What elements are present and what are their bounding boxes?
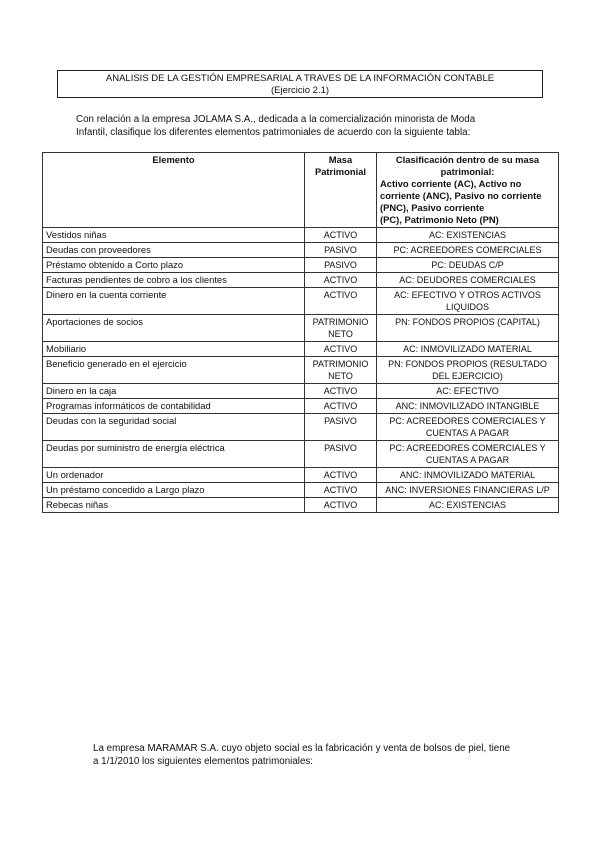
cell-masa: ACTIVO xyxy=(305,384,377,399)
cell-masa: PATRIMONIO NETO xyxy=(305,357,377,384)
cell-masa: ACTIVO xyxy=(305,288,377,315)
cell-elemento: Dinero en la cuenta corriente xyxy=(43,288,305,315)
cell-elemento: Facturas pendientes de cobro a los clientes xyxy=(43,273,305,288)
cell-elemento: Un ordenador xyxy=(43,468,305,483)
cell-clasificacion: AC: EFECTIVO Y OTROS ACTIVOS LIQUIDOS xyxy=(377,288,559,315)
cell-elemento: Un préstamo concedido a Largo plazo xyxy=(43,483,305,498)
table-row xyxy=(43,399,559,414)
table-row xyxy=(43,228,559,243)
cell-masa: ACTIVO xyxy=(305,399,377,414)
cell-clasificacion: AC: EFECTIVO xyxy=(377,384,559,399)
cell-clasificacion: PC: DEUDAS C/P xyxy=(377,258,559,273)
intro-line-1: Con relación a la empresa JOLAMA S.A., dedicada a la comercialización minorista de Moda xyxy=(76,114,476,125)
exercise-number: (Ejercicio 2.1) xyxy=(270,85,330,96)
table-row xyxy=(43,288,559,315)
cell-masa: ACTIVO xyxy=(305,498,377,513)
cell-masa: ACTIVO xyxy=(305,273,377,288)
table-row xyxy=(43,498,559,513)
table-body xyxy=(43,228,559,513)
cell-clasificacion: AC: DEUDORES COMERCIALES xyxy=(377,273,559,288)
table-row xyxy=(43,468,559,483)
table-row xyxy=(43,384,559,399)
cell-elemento: Aportaciones de socios xyxy=(43,315,305,342)
cell-clasificacion: ANC: INMOVILIZADO INTANGIBLE xyxy=(377,399,559,414)
second-exercise-paragraph xyxy=(93,742,553,768)
cell-masa: PASIVO xyxy=(305,414,377,441)
intro-line-2: Infantil, clasifique los diferentes elementos patrimoniales de acuerdo con la siguiente tabla: xyxy=(76,127,471,138)
table-row xyxy=(43,273,559,288)
cell-elemento: Préstamo obtenido a Corto plazo xyxy=(43,258,305,273)
exercise-title: ANALISIS DE LA GESTIÓN EMPRESARIAL A TRAVES DE LA INFORMACIÓN CONTABLE xyxy=(105,73,495,84)
cell-elemento: Rebecas niñas xyxy=(43,498,305,513)
exercise-title-box xyxy=(57,70,543,98)
cell-clasificacion: PN: FONDOS PROPIOS (CAPITAL) xyxy=(377,315,559,342)
table-row xyxy=(43,441,559,468)
header-masa-patrimonial xyxy=(305,153,377,228)
table-row xyxy=(43,342,559,357)
cell-masa: ACTIVO xyxy=(305,342,377,357)
cell-masa: PATRIMONIO NETO xyxy=(305,315,377,342)
header-clasificacion xyxy=(377,153,559,228)
table-row xyxy=(43,414,559,441)
cell-elemento: Deudas con la seguridad social xyxy=(43,414,305,441)
cell-elemento: Deudas por suministro de energía eléctrica xyxy=(43,441,305,468)
cell-elemento: Dinero en la caja xyxy=(43,384,305,399)
cell-masa: ACTIVO xyxy=(305,228,377,243)
cell-masa: PASIVO xyxy=(305,441,377,468)
table-row xyxy=(43,483,559,498)
cell-clasificacion: ANC: INVERSIONES FINANCIERAS L/P xyxy=(377,483,559,498)
cell-clasificacion: AC: EXISTENCIAS xyxy=(377,228,559,243)
cell-elemento: Deudas con proveedores xyxy=(43,243,305,258)
cell-masa: PASIVO xyxy=(305,243,377,258)
cell-clasificacion: ANC: INMOVILIZADO MATERIAL xyxy=(377,468,559,483)
header-clasificacion-desc-1: Activo corriente (AC), Activo no corriente (ANC), Pasivo no corriente (PNC), Pasivo corriente xyxy=(380,178,542,213)
table-row xyxy=(43,357,559,384)
table-row xyxy=(43,243,559,258)
cell-clasificacion: PN: FONDOS PROPIOS (RESULTADO DEL EJERCICIO) xyxy=(377,357,559,384)
table-row xyxy=(43,258,559,273)
table-header-row xyxy=(43,153,559,228)
cell-clasificacion: PC: ACREEDORES COMERCIALES xyxy=(377,243,559,258)
cell-elemento: Programas informáticos de contabilidad xyxy=(43,399,305,414)
cell-clasificacion: AC: INMOVILIZADO MATERIAL xyxy=(377,342,559,357)
table-row xyxy=(43,315,559,342)
header-clasificacion-title: Clasificación dentro de su masa patrimonial: xyxy=(395,154,540,177)
outro-line-1: La empresa MARAMAR S.A. cuyo objeto social es la fabricación y venta de bolsos de piel, tiene xyxy=(93,743,511,754)
cell-elemento: Mobiliario xyxy=(43,342,305,357)
intro-paragraph xyxy=(76,113,536,139)
cell-masa: ACTIVO xyxy=(305,483,377,498)
cell-elemento: Beneficio generado en el ejercicio xyxy=(43,357,305,384)
header-clasificacion-desc-2: (PC), Patrimonio Neto (PN) xyxy=(380,214,499,225)
cell-masa: PASIVO xyxy=(305,258,377,273)
cell-elemento: Vestidos niñas xyxy=(43,228,305,243)
cell-clasificacion: PC: ACREEDORES COMERCIALES Y CUENTAS A PAGAR xyxy=(377,414,559,441)
outro-line-2: a 1/1/2010 los siguientes elementos patrimoniales: xyxy=(93,756,314,767)
cell-clasificacion: AC: EXISTENCIAS xyxy=(377,498,559,513)
cell-masa: ACTIVO xyxy=(305,468,377,483)
header-masa-line-2: Patrimonial xyxy=(314,166,367,177)
cell-clasificacion: PC: ACREEDORES COMERCIALES Y CUENTAS A PAGAR xyxy=(377,441,559,468)
header-elemento: Elemento xyxy=(43,153,305,228)
header-masa-line-1: Masa xyxy=(328,154,353,165)
classification-table xyxy=(42,152,559,513)
